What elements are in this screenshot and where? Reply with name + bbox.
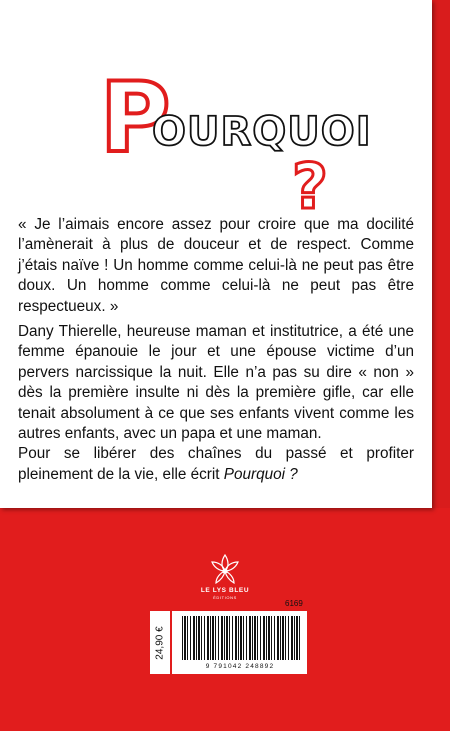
blurb-book-title: Pourquoi ? xyxy=(223,465,298,483)
isbn-number: 9 791042 248892 xyxy=(205,663,275,670)
blurb-paragraph-2 xyxy=(18,444,414,485)
publisher-subtitle: ÉDITIONS xyxy=(213,595,237,600)
blurb-paragraph-2-text: Pour se libérer des chaînes du passé et profiter pleinement de la vie, elle écrit xyxy=(18,445,414,483)
blurb-paragraph-1: Dany Thierelle, heureuse maman et institutrice, a été une femme épanouie le jour et une épouse victime d’un pervers narcissique la nuit. Elle n’a pas su dire « non » dès la première insulte ni dès la première gifle, car elle tenait absolument à ce que ses enfants vivent comme les autres enfants, avec un papa et une maman. xyxy=(18,323,414,443)
title-first-letter: P xyxy=(100,62,171,174)
price-label xyxy=(150,611,170,674)
product-code: 6169 xyxy=(285,599,303,608)
quote-paragraph: « Je l’aimais encore assez pour croire que ma docilité l’amènerait à plus de douceur et de respect. Comme j’étais naïve ! Un homme comme celui-là ne peut pas être doux. Un homme comme celui-là ne peut pas être respectueux. » xyxy=(18,216,414,315)
spine-strip xyxy=(432,0,450,508)
barcode xyxy=(172,611,307,674)
publisher-name: LE LYS BLEU xyxy=(200,587,250,594)
title-rest: OURQUOI xyxy=(152,109,372,155)
barcode-bars xyxy=(182,616,300,660)
blurb xyxy=(18,322,414,485)
price-text: 24,90 € xyxy=(154,625,166,660)
publisher-logo xyxy=(195,553,255,600)
lily-icon xyxy=(210,553,240,585)
title-question-mark: ? xyxy=(292,150,328,223)
